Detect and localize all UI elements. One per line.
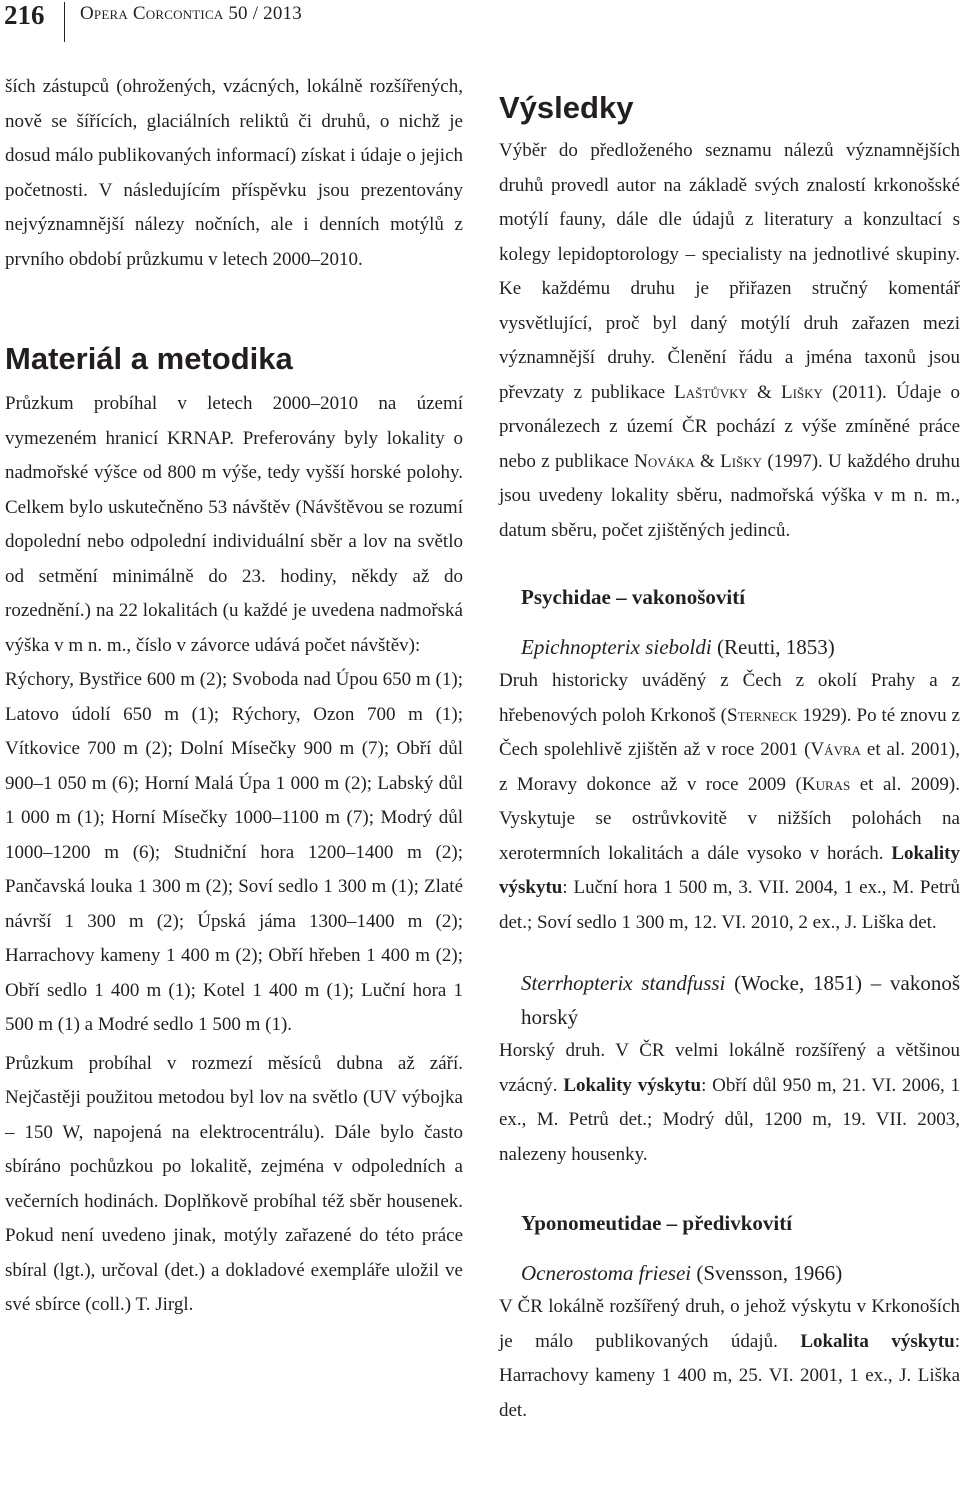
results-paragraph bbox=[499, 134, 960, 548]
localities-label: Lokality výskytu bbox=[563, 1074, 702, 1096]
methods-paragraph-2: Průzkum probíhal v rozmezí měsíců dubna až září. Nejčastěji použitou metodou byl lov na světlo (UV výbojka – 150 W, napojená na elektrocentrálu). Dále bylo často sbíráno pochůzkou po lokalitě, zejména v odpoledních a večerních hodinách. Doplňkově probíhal též sběr housenek. Pokud není uvedeno jinak, motýly zařazené do této práce sbíral (lgt.), určoval (det.) a dokladové exempláře uložil ve své sbírce (coll.) T. Jirgl. bbox=[5, 1052, 463, 1315]
sp1-text-d: et al. 2009). Vyskytuje se ostrůvkovitě v nižších polohách na xerotermních lokalitách a dále vysoko v horách. bbox=[499, 773, 960, 864]
section-title-methods: Materiál a metodika bbox=[5, 341, 293, 376]
citation-lastuvka: Laštůvky bbox=[674, 381, 748, 403]
ampersand: & bbox=[747, 381, 781, 403]
species-author: (Reutti, 1853) bbox=[711, 635, 835, 659]
family-heading-psychidae: Psychidae – vakonošovití bbox=[521, 585, 746, 609]
sp2-localities: : Obří důl 950 m, 21. VI. 2006, 1 ex., M. Petrů det.; Modrý důl, 1200 m, 19. VII. 2003, nalezeny housenky. bbox=[499, 1074, 960, 1165]
right-column bbox=[499, 70, 960, 1428]
locality-label: Lokalita výskytu bbox=[800, 1330, 955, 1352]
citation-vavra: Vávra bbox=[810, 739, 862, 760]
sp3-localities: : Harrachovy kameny 1 400 m, 25. VI. 2001, 1 ex., J. Liška det. bbox=[499, 1330, 960, 1421]
localities-list: Rýchory, Bystřice 600 m (2); Svoboda nad Úpou 650 m (1); Latovo údolí 650 m (1); Rýchory, Ozon 700 m (1); Vítkovice 700 m (2); Dolní Mísečky 900 m (7); Obří důl 900–1 050 m (6); Horní Malá Úpa 1 000 m (2); Labský důl 1 000 m (1); Horní Mísečky 1000–1100 m (7); Modrý důl 1000–1200 m (6); Studniční hora 1200–1400 m (2); Pančavská louka 1 300 m (2); Soví sedlo 1 300 m (1); Zlaté návrší 1 300 m (2); Úpská jáma 1300–1400 m (2); Harrachovy kameny 1 400 m (2); Obří hřeben 1 400 m (2); Obří sedlo 1 400 m (1); Kotel 1 400 m (1); Luční hora 1 500 m (1) a Modré sedlo 1 500 m (1). bbox=[5, 669, 463, 1035]
species-author: (Svensson, 1966) bbox=[691, 1261, 843, 1285]
citation-liska: Lišky bbox=[720, 450, 763, 472]
citation-kuras: Kuras bbox=[801, 773, 851, 795]
citation-liska: Lišky bbox=[781, 381, 823, 403]
header-divider bbox=[64, 2, 65, 42]
species-heading-3 bbox=[499, 1256, 960, 1290]
page-header bbox=[0, 0, 960, 40]
species-heading-2 bbox=[499, 966, 960, 1034]
species-1-description bbox=[499, 664, 960, 940]
methods-paragraph-1: Průzkum probíhal v letech 2000–2010 na území vymezeném hranicí KRNAP. Preferovány byly lokality o nadmořské výšce od 800 m výše, tedy vyšší horské polohy. Celkem bylo uskutečněno 53 návštěv (Návštěvou se rozumí dopolední nebo odpolední individuální sběr a lov na světlo od setmění minimálně do 23. hodiny, někdy až do rozednění.) na 22 lokalitách (u každé je uvedena nadmořská výška v m n. m., číslo v závorce udává počet návštěv): bbox=[5, 393, 463, 656]
citation-sterneck: Sterneck bbox=[727, 704, 798, 726]
sp1-text-a: Druh historicky uváděný z Čech z okolí Prahy a z hřebenových poloh Krkonoš ( bbox=[499, 670, 960, 726]
results-text-a: Výběr do předloženého seznamu nálezů významnějších druhů provedl autor na základě svých znalostí krkonošské motýlí fauny, dále dle údajů z literatury a konzultací s kolegy lepidoptorology – specialisty na jednotlivé skupiny. Ke každému druhu je přiřazen stručný komentář vysvětlující, proč byl daný motýlí druh zařazen mezi významnější druhy. Členění řádu a jména taxonů jsou převzaty z publikace bbox=[499, 140, 960, 403]
left-column bbox=[5, 70, 463, 1323]
results-text-b: (2011). Údaje o prvonálezech z území ČR pochází z výše zmíněné práce nebo z publikace bbox=[499, 381, 960, 472]
sp1-text-b: 1929). Po té znovu z Čech spolehlivě zjištěn až v roce 2001 ( bbox=[499, 704, 960, 760]
sp3-text: V ČR lokálně rozšířený druh, o jehož výskytu v Krkonoších je málo publikovaných údajů. bbox=[499, 1296, 960, 1352]
species-author: (Wocke, 1851) – vakonoš horský bbox=[521, 971, 960, 1029]
sp1-localities: : Luční hora 1 500 m, 3. VII. 2004, 1 ex., M. Petrů det.; Soví sedlo 1 300 m, 12. VI. 2010, 2 ex., J. Liška det. bbox=[499, 877, 960, 933]
species-name: Epichnopterix sieboldi bbox=[521, 635, 712, 659]
species-3-description bbox=[499, 1290, 960, 1428]
family-heading-yponomeutidae: Yponomeutidae – předivkovití bbox=[521, 1211, 793, 1235]
ampersand: & bbox=[694, 450, 721, 472]
section-title-results: Výsledky bbox=[499, 90, 634, 125]
species-name: Ocnerostoma friesei bbox=[521, 1261, 692, 1285]
localities-label: Lokality výskytu bbox=[499, 842, 960, 898]
journal-title: Opera Corcontica 50 / 2013 bbox=[80, 3, 302, 24]
sp2-text: Horský druh. V ČR velmi lokálně rozšířený a většinou vzácný. bbox=[499, 1040, 960, 1096]
species-name: Sterrhopterix standfussi bbox=[521, 971, 726, 995]
sp1-text-c: et al. 2001), z Moravy dokonce až v roce 2009 ( bbox=[499, 739, 960, 795]
intro-paragraph: ších zástupců (ohrožených, vzácných, lokálně rozšířených, nově se šířících, glaciálních reliktů či druhů, o nichž je dosud málo publikovaných informací) získat i údaje o jejich početnosti. V následujícím příspěvku jsou prezentovány nejvýznamnější nálezy nočních, ale i denních motýlů z prvního období průzkumu v letech 2000–2010. bbox=[5, 76, 463, 270]
results-text-c: (1997). U každého druhu jsou uvedeny lokality sběru, nadmořská výška v m n. m., datum sběru, počet zjištěných jedinců. bbox=[499, 450, 960, 541]
citation-novak: Nováka bbox=[634, 450, 695, 472]
page-number: 216 bbox=[4, 0, 45, 30]
species-2-description bbox=[499, 1034, 960, 1172]
species-heading-1 bbox=[499, 630, 960, 664]
